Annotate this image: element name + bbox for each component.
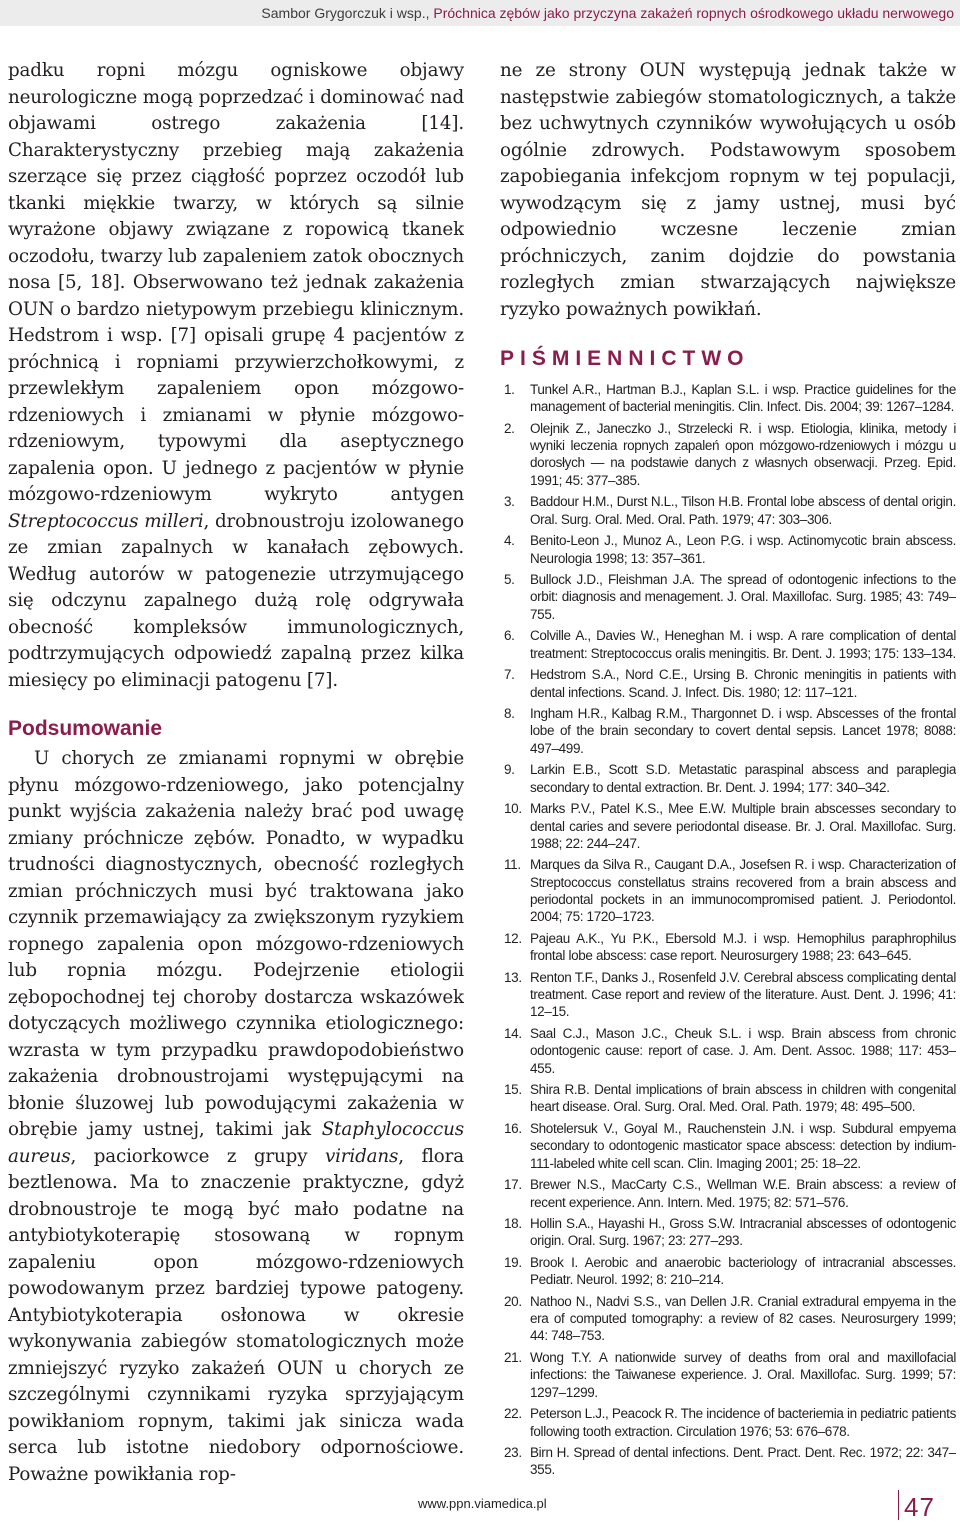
reference-text: Ingham H.R., Kalbag R.M., Thargonnet D. i wsp. Abscesses of the frontal lobe of the brain secondary to covert dental sepsis. Lancet 1978; 8088: 497–499. xyxy=(530,706,956,756)
reference-number: 16. xyxy=(504,1121,522,1137)
paragraph-text: padku ropni mózgu ogniskowe objawy neurologiczne mogą poprzedzać i dominować nad objawami ostrego zakażenia [14]. Charakterystyczny przebieg mają zakażenia szerzące się przez ciągłość poprzez oczodół lub tkanki miękkie twarzy, w których są silnie wyrażone objawy związane z ropowicą tkanek oczodołu, twarzy lub zapaleniem zatok obocznych nosa [5, 18]. Obserwowano też jednak zakażenia OUN o bardzo nietypowym przebiegu klinicznym. Hedstrom i wsp. [7] opisali grupę 4 pacjentów z próchnicą i ropniami przywierzchołkowymi, z przewlekłym zapaleniem opon mózgowo-rdzeniowych i zmianami w płynie mózgowo-rdzeniowym, typowymi dla aseptycznego zapalenia opon. U jednego z pacjentów w płynie mózgowo-rdzeniowym wykryto antygen xyxy=(8,60,464,505)
reference-item xyxy=(500,1405,956,1440)
paragraph-text: , paciorkowce z grupy xyxy=(70,1145,325,1167)
footer-url[interactable]: www.ppn.viamedica.pl xyxy=(418,1496,547,1511)
reference-number: 19. xyxy=(504,1255,522,1270)
reference-number: 9. xyxy=(504,762,515,778)
header-authors: Sambor Grygorczuk i wsp. xyxy=(261,5,426,21)
species-name: viridans xyxy=(324,1145,399,1167)
reference-item xyxy=(500,627,956,662)
reference-number: 14. xyxy=(504,1025,522,1041)
reference-text: Baddour H.M., Durst N.L., Tilson H.B. Frontal lobe abscess of dental origin. Oral. Surg. Oral. Med. Oral. Path. 1979; 47: 303–306. xyxy=(530,494,956,527)
species-name: Staphylococcus aureus xyxy=(8,1119,464,1167)
reference-item xyxy=(500,930,956,965)
reference-text: Nathoo N., Nadvi S.S., van Dellen J.R. Cranial extradural empyema in the era of computed tomography: a review of 82 cases. Neurosurgery 1999; 44: 748–753. xyxy=(530,1293,956,1344)
reference-text: Hedstrom S.A., Nord C.E., Ursing B. Chronic meningitis in patients with dental infections. Scand. J. Infect. Dis. 1980; 12: 117–121. xyxy=(530,667,956,700)
header-separator: , xyxy=(425,5,434,21)
reference-item xyxy=(500,1293,956,1345)
reference-text: Brewer N.S., MacCarty C.S., Wellman W.E. Brain abscess: a review of recent experience. Ann. Intern. Med. 1975; 82: 571–576. xyxy=(530,1177,956,1210)
reference-text: Marques da Silva R., Caugant D.A., Josefsen R. i wsp. Characterization of Streptococcus constellatus strains recovered from a brain abscess and periodontal pockets in an immunocompromised patient. J. Periodontol. 2004; 75: 1720–1723. xyxy=(530,857,956,925)
reference-text: Wong T.Y. A nationwide survey of deaths from oral and maxillofacial infections: the Taiwanese experience. J. Oral. Maxillofac. Surg. 1999; 57: 1297–1299. xyxy=(530,1350,956,1400)
reference-number: 5. xyxy=(504,572,515,588)
species-name: Streptococcus milleri xyxy=(8,510,204,532)
reference-number: 12. xyxy=(504,930,522,946)
reference-text: Shotelersuk V., Goyal M., Rauchenstein J.N. i wsp. Subdural empyema secondary to odontogenic masticator space abscess: detection by indium-111-labeled white cell scan. Clin. Imaging 2001; 25: 18–22. xyxy=(530,1121,956,1171)
reference-number: 3. xyxy=(504,494,515,510)
references-heading: PIŚMIENNICTWO xyxy=(500,347,750,370)
reference-item xyxy=(500,571,956,623)
reference-item xyxy=(500,1120,956,1172)
reference-item xyxy=(500,420,956,489)
running-header xyxy=(0,0,960,26)
reference-item xyxy=(500,1176,956,1211)
reference-number: 4. xyxy=(504,533,515,549)
reference-text: Birn H. Spread of dental infections. Dent. Pract. Dent. Rec. 1972; 22: 347–355. xyxy=(530,1445,956,1478)
reference-item xyxy=(500,532,956,567)
reference-text: Renton T.F., Danks J., Rosenfeld J.V. Cerebral abscess complicating dental treatment. Case report and review of the literature. Aust. Dent. J. 1996; 41: 12–15. xyxy=(530,969,956,1020)
reference-text: Olejnik Z., Janeczko J., Strzelecki R. i wsp. Etiologia, klinika, metody i wyniki leczenia ropnych zapaleń opon mózgowo-rdzeniowych i mózgu u dorosłych — na podstawie danych z własnych obserwacji. Przeg. Epid. 1991; 45: 377–385. xyxy=(530,420,956,488)
reference-item xyxy=(500,800,956,852)
paragraph-text: , flora beztlenowa. Ma to znaczenie praktyczne, gdyż drobnoustroje te mogą być mało podatne na antybiotykoterapię stosowaną w ropnym zapaleniu opon mózgowo-rdzeniowych powodowanym przez bardziej typowe patogeny. Antybiotykoterapia osłonowa w okresie wykonywania zabiegów stomatologicznych może zmniejszyć ryzyko zakażeń OUN u chorych ze szczególnymi czynnikami ryzyka sprzyjającym powikłaniom ropnym, takimi jak sinicza wada serca lub istotne niedobory odpornościowe. Poważne powikłania rop- xyxy=(8,1145,464,1485)
summary-paragraph xyxy=(8,746,464,1488)
reference-text: Saal C.J., Mason J.C., Cheuk S.L. i wsp. Brain abscess from chronic odontogenic cause: report of case. J. Am. Dent. Assoc. 1988; 117: 453–455. xyxy=(530,1025,956,1076)
paragraph-text: U chorych ze zmianami ropnymi w obrębie płynu mózgowo-rdzeniowego, jako potencjalny punkt wyjścia zakażenia należy brać pod uwagę zmiany próchnicze zębów. Ponadto, w wypadku trudności diagnostycznych, obecność rozległych zmian próchniczych musi być traktowana jako czynnik przemawiający za zwiększonym ryzykiem ropnego zapalenia opon mózgowo-rdzeniowych lub ropnia mózgu. Podejrzenie etiologii zębopochodnej tej choroby dostarcza wskazówek dotyczących możliwego czynnika etiologicznego: wzrasta w tym przypadku prawdopodobieństwo zakażenia drobnoustrojami występującymi na błonie śluzowej lub powodującymi zakażenia w obrębie jamy ustnej, takimi jak xyxy=(8,748,464,1140)
reference-number: 6. xyxy=(504,628,515,644)
reference-item xyxy=(500,1081,956,1116)
paragraph-text: , drobnoustroju izolowanego ze zmian zapalnych w kanałach zębowych. Według autorów w patogenezie utrzymującego się odczynu zapalnego dużą rolę odgrywała obecność kompleksów immunologicznych, podtrzymujących odpowiedź zapalną przez kilka miesięcy po eliminacji patogenu [7]. xyxy=(8,510,464,691)
reference-text: Brook I. Aerobic and anaerobic bacteriology of intracranial abscesses. Pediatr. Neurol. 1992; 8: 210–214. xyxy=(530,1255,956,1288)
reference-text: Shira R.B. Dental implications of brain abscess in children with congenital heart disease. Oral. Surg. Oral. Med. Oral. Path. 1979; 48: 495–500. xyxy=(530,1082,956,1115)
reference-number: 2. xyxy=(504,420,515,436)
reference-number: 20. xyxy=(504,1293,522,1309)
body-paragraph xyxy=(8,58,464,694)
reference-number: 17. xyxy=(504,1177,522,1193)
reference-number: 18. xyxy=(504,1216,522,1232)
right-column xyxy=(500,58,956,1483)
reference-number: 8. xyxy=(504,706,515,722)
reference-number: 13. xyxy=(504,969,522,985)
reference-number: 15. xyxy=(504,1082,522,1098)
reference-text: Peterson L.J., Peacock R. The incidence of bacteriemia in pediatric patients following tooth extraction. Circulation 1976; 53: 676–678. xyxy=(530,1406,956,1439)
page-number: 47 xyxy=(904,1492,935,1522)
reference-number: 1. xyxy=(504,382,515,397)
reference-item xyxy=(500,493,956,528)
reference-item xyxy=(500,1025,956,1077)
reference-item xyxy=(500,381,956,416)
reference-number: 7. xyxy=(504,667,515,683)
reference-number: 23. xyxy=(504,1445,522,1461)
reference-number: 22. xyxy=(504,1406,522,1422)
body-paragraph-continued: ne ze strony OUN występują jednak także w następstwie zabiegów stomatologicznych, a także bez uchwytnych czynników wywołujących u osób ogólnie zdrowych. Podstawowym sposobem zapobiegania infekcjom ropnym w tej populacji, wywodzącym się z jamy ustnej, musi być odpowiednio wczesne leczenie zmian próchniczych, zanim dojdzie do powstania rozległych zmian stwarzających największe ryzyko poważnych powikłań. xyxy=(500,60,956,320)
section-heading-summary: Podsumowanie xyxy=(8,717,163,740)
reference-item xyxy=(500,1254,956,1289)
reference-item xyxy=(500,761,956,796)
reference-item xyxy=(500,1444,956,1479)
reference-item xyxy=(500,666,956,701)
reference-number: 10. xyxy=(504,801,522,817)
reference-item xyxy=(500,1349,956,1401)
reference-text: Tunkel A.R., Hartman B.J., Kaplan S.L. i wsp. Practice guidelines for the management of bacterial meningitis. Clin. Infect. Dis. 2004; 39: 1267–1284. xyxy=(530,382,956,415)
reference-number: 21. xyxy=(504,1350,522,1366)
reference-number: 11. xyxy=(504,857,521,873)
references-list xyxy=(500,381,956,1479)
reference-item xyxy=(500,856,956,925)
footer-divider xyxy=(898,1490,899,1520)
header-title: Próchnica zębów jako przyczyna zakażeń ropnych ośrodkowego układu nerwowego xyxy=(433,5,954,21)
reference-text: Bullock J.D., Fleishman J.A. The spread of odontogenic infections to the orbit: diagnosis and menagement. J. Oral. Maxillofac. Surg. 1985; 43: 749–755. xyxy=(530,572,956,622)
reference-text: Hollin S.A., Hayashi H., Gross S.W. Intracranial abscesses of odontogenic origin. Oral. Surg. 1967; 23: 277–293. xyxy=(530,1216,956,1249)
reference-text: Pajeau A.K., Yu P.K., Ebersold M.J. i wsp. Hemophilus paraphrophilus frontal lobe abscess: case report. Neurosurgery 1988; 23: 643–645. xyxy=(530,930,956,964)
reference-text: Larkin E.B., Scott S.D. Metastatic paraspinal abscess and paraplegia secondary to dental extraction. Br. Dent. J. 1994; 177: 340–342. xyxy=(530,762,956,795)
reference-item xyxy=(500,969,956,1021)
reference-item xyxy=(500,705,956,757)
reference-text: Benito-Leon J., Munoz A., Leon P.G. i wsp. Actinomycotic brain abscess. Neurologia 1998; 13: 357–361. xyxy=(530,533,956,566)
reference-text: Marks P.V., Patel K.S., Mee E.W. Multiple brain abscesses secondary to dental caries and severe periodontal disease. Br. J. Oral. Maxillofac. Surg. 1988; 22: 244–247. xyxy=(530,801,956,851)
reference-item xyxy=(500,1215,956,1250)
left-column xyxy=(8,58,464,1488)
reference-text: Colville A., Davies W., Heneghan M. i wsp. A rare complication of dental treatment: Streptococcus oralis meningitis. Br. Dent. J. 1993; 175: 133–134. xyxy=(530,628,956,661)
